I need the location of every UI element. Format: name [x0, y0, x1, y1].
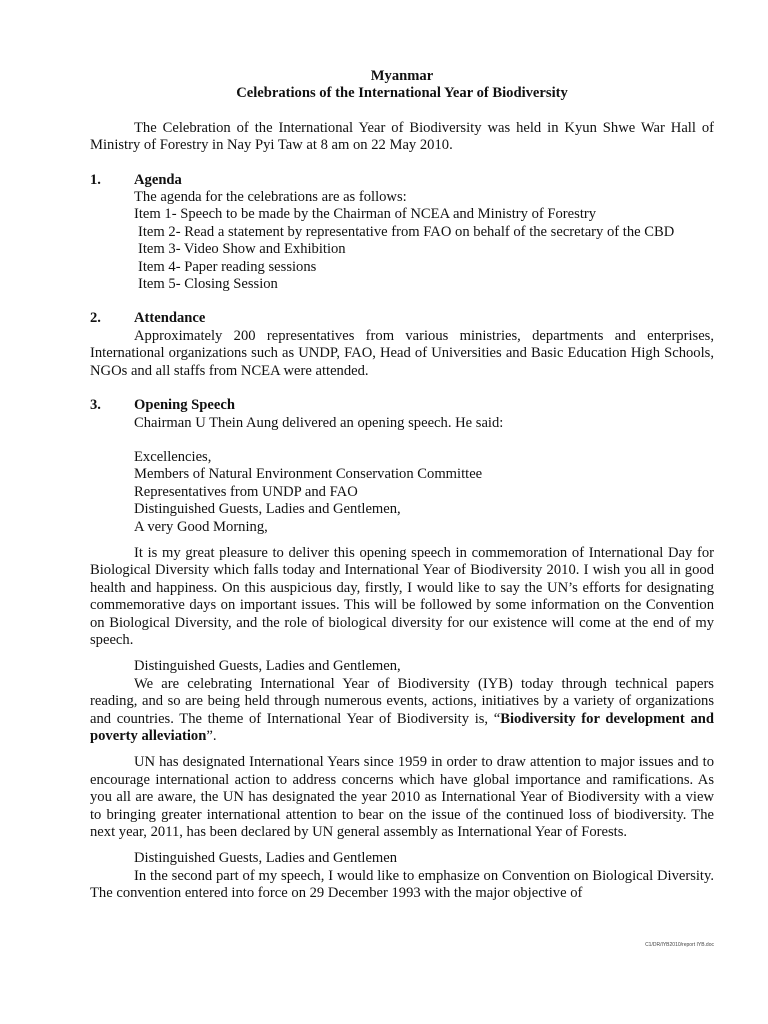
opening-speech-section	[90, 397, 714, 903]
salutation-line: Distinguished Guests, Ladies and Gentlemen,	[134, 501, 401, 518]
speech-paragraph: UN has designated International Years since 1959 in order to draw attention to major issues and to encourage international action to address concerns which have global importance and ramifications. As you all are aware, the UN has designated the year 2010 as International Year of Biodiversity with a view to bringing greater international attention to bear on the issue of the continued loss of biodiversity. The next year, 2011, has been declared by UN general assembly as International Year of Forests.	[90, 754, 714, 841]
attendance-section	[90, 310, 714, 380]
opening-speech-heading: Opening Speech	[134, 397, 235, 414]
document-subtitle: Celebrations of the International Year of Biodiversity	[236, 85, 568, 102]
agenda-heading: Agenda	[134, 171, 182, 188]
theme-text: Biodiversity for development and poverty alleviation	[90, 710, 714, 744]
speech-paragraph: It is my great pleasure to deliver this opening speech in commemoration of International Day for Biological Diversity which falls today and International Year of Biodiversity 2010. I wish you all in good health and happiness. On this auspicious day, firstly, I would like to say the UN’s efforts for designating commemorative days on important issues. This will be followed by some information on the Convention on Biological Diversity, and the role of biological diversity for our existence will come at the end of my speech.	[90, 544, 714, 648]
salutation-line: Excellencies,	[134, 448, 212, 465]
speech-greeting: Distinguished Guests, Ladies and Gentlemen	[134, 850, 398, 867]
document-title: Myanmar	[370, 68, 434, 84]
agenda-item: Item 1- Speech to be made by the Chairman of NCEA and Ministry of Forestry	[134, 206, 597, 223]
agenda-item: Item 2- Read a statement by representative from FAO on behalf of the secretary of the CBD	[138, 223, 675, 240]
attendance-heading: Attendance	[134, 310, 206, 327]
document-body	[90, 68, 714, 903]
speech-paragraph	[90, 676, 714, 746]
speech-greeting: Distinguished Guests, Ladies and Gentlemen,	[134, 658, 401, 675]
salutation-line: A very Good Morning,	[134, 518, 268, 535]
attendance-number: 2.	[90, 310, 101, 327]
speech-text: We are celebrating International Year of Biodiversity (IYB) today through technical papers reading, and so are being held through numerous events, actions, initiatives by a variety of organizations and countries. The theme of International Year of Biodiversity is, “	[90, 675, 714, 727]
opening-speech-number: 3.	[90, 397, 101, 414]
agenda-lead: The agenda for the celebrations are as follows:	[134, 189, 407, 206]
footer-file-path: C1/DR/IYB2010/report IYB.doc	[645, 942, 714, 948]
salutation-line: Members of Natural Environment Conservation Committee	[134, 466, 483, 483]
intro-paragraph: The Celebration of the International Year of Biodiversity was held in Kyun Shwe War Hall of Ministry of Forestry in Nay Pyi Taw at 8 am on 22 May 2010.	[90, 119, 714, 154]
attendance-paragraph: Approximately 200 representatives from various ministries, departments and enterprises, International organizations such as UNDP, FAO, Head of Universities and Basic Education High Schools, NGOs and all staffs from NCEA were attended.	[90, 327, 714, 379]
speech-paragraph: In the second part of my speech, I would like to emphasize on Convention on Biological Diversity. The convention entered into force on 29 December 1993 with the major objective of	[90, 867, 714, 902]
opening-speech-lead: Chairman U Thein Aung delivered an opening speech. He said:	[134, 414, 504, 431]
salutation-line: Representatives from UNDP and FAO	[134, 483, 358, 500]
agenda-item: Item 5- Closing Session	[138, 276, 278, 293]
agenda-item: Item 4- Paper reading sessions	[138, 258, 317, 275]
agenda-number: 1.	[90, 171, 101, 188]
agenda-section	[90, 172, 714, 294]
agenda-item: Item 3- Video Show and Exhibition	[138, 241, 346, 258]
speech-text: ”.	[206, 728, 217, 744]
